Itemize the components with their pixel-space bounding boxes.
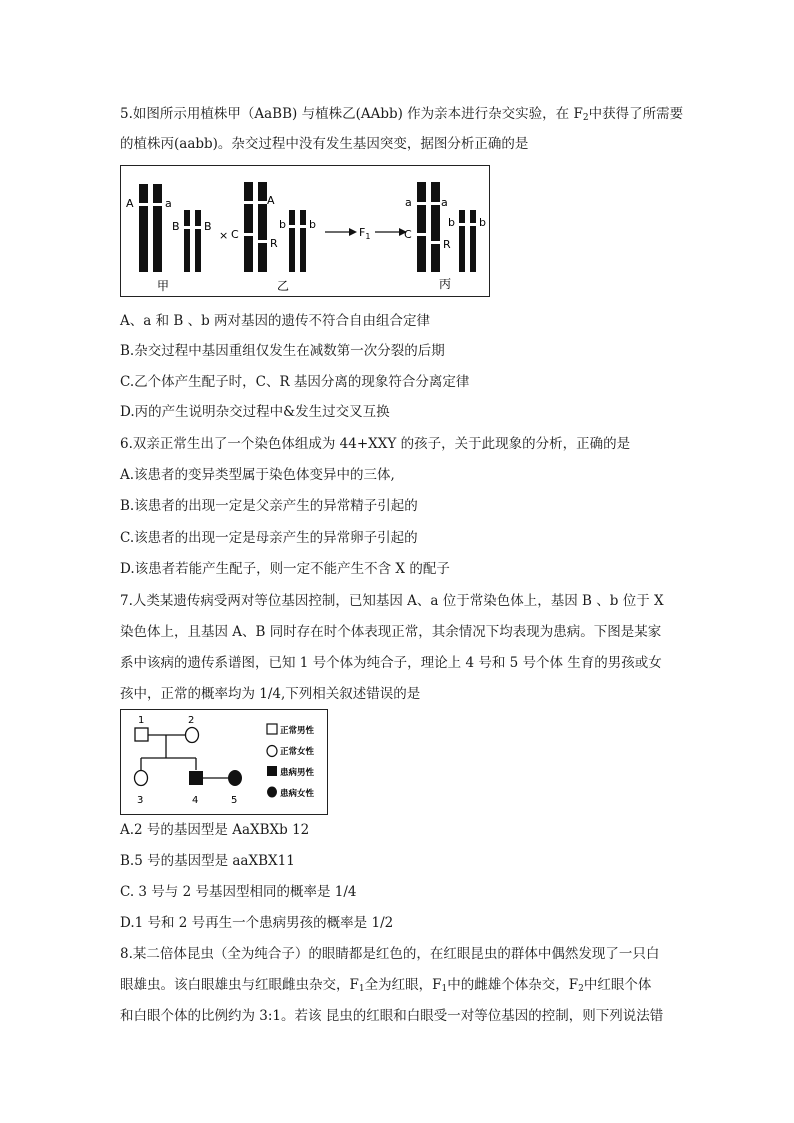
- q5-option-b: B.杂交过程中基因重组仅发生在减数第一次分裂的后期: [120, 343, 445, 359]
- q8-stem-line2: 眼雄虫。该白眼雄虫与红眼雌虫杂交，$F_1$全为红眼，$F_1$中的雌雄个体杂交，$F_2$中红眼个体: [120, 977, 652, 994]
- pedigree-chart: [120, 709, 328, 815]
- chromosome-figure: [120, 165, 490, 297]
- legend-normal-female-icon: [267, 746, 277, 757]
- individual-1-normal-male: [135, 728, 148, 741]
- pedigree-number-2: 2: [188, 715, 195, 726]
- legend-affected-male: 患病男性: [280, 768, 315, 778]
- legend-normal-male-icon: [267, 724, 277, 734]
- individual-5-affected-female: [228, 770, 242, 786]
- pedigree-number-3: 3: [137, 795, 144, 806]
- label-C-bing: C: [404, 228, 412, 241]
- q5-option-d: D.丙的产生说明杂交过程中&发生过交叉互换: [120, 404, 390, 420]
- q7-stem-line2: 染色体上，且基因 A、B 同时存在时个体表现正常，其余情况下均表现为患病。下图是某家: [120, 624, 662, 640]
- label-R-bing: R: [443, 238, 451, 251]
- q6-option-d: D.该患者若能产生配子，则一定不能产生不含 X 的配子: [120, 561, 450, 577]
- q7-option-d: D.1 号和 2 号再生一个患病男孩的概率是 1/2: [120, 915, 394, 931]
- q7-option-a: A.2 号的基因型是 AaXBXb 12: [120, 822, 310, 838]
- pedigree-number-1: 1: [138, 715, 145, 726]
- label-b-yi-right: b: [309, 218, 316, 231]
- q8-stem-line3: 和白眼个体的比例约为 3:1。若该 昆虫的红眼和白眼受一对等位基因的控制，则下列说法错: [120, 1008, 664, 1024]
- label-b-bing-right: b: [479, 216, 486, 229]
- q7-stem-line3: 系中该病的遗传系谱图，已知 1 号个体为纯合子，理论上 4 号和 5 号个体 生育的男孩或女: [120, 655, 662, 671]
- plant-yi-chromosomes: [242, 182, 308, 272]
- legend-affected-female-icon: [267, 787, 277, 798]
- q6-option-a: A.该患者的变异类型属于染色体变异中的三体,: [120, 467, 395, 483]
- legend-affected-female: 患病女性: [280, 789, 315, 799]
- pedigree-number-5: 5: [231, 795, 238, 806]
- label-b-bing-left: b: [448, 216, 455, 229]
- q7-option-b: B.5 号的基因型是 aaXBX11: [120, 853, 295, 869]
- times-sign: ×: [219, 229, 229, 242]
- label-a-jia: a: [165, 197, 172, 210]
- q6-option-b: B.该患者的出现一定是父亲产生的异常精子引起的: [120, 498, 418, 514]
- label-C-yi: C: [231, 228, 239, 241]
- pedigree-number-4: 4: [192, 795, 199, 806]
- label-a-bing-right: a: [441, 196, 448, 209]
- q5-stem-line1: 5.如图所示用植株甲（AaBB) 与植株乙(AAbb) 作为亲本进行杂交实验，在 $F_2$中获得了所需要: [120, 106, 684, 123]
- q7-stem-line1: 7.人类某遗传病受两对等位基因控制，已知基因 A、a 位于常染色体上，基因 B 、b 位于 X: [120, 593, 664, 609]
- q5-stem-line2: 的植株丙(aabb)。杂交过程中没有发生基因突变，据图分析正确的是: [120, 136, 529, 152]
- label-R-yi: R: [270, 237, 278, 250]
- individual-4-affected-male: [189, 771, 203, 785]
- q5-option-a: A、a 和 B 、b 两对基因的遗传不符合自由组合定律: [120, 313, 431, 329]
- q5-option-c: C.乙个体产生配子时，C、R 基因分离的现象符合分离定律: [120, 374, 470, 390]
- label-F1: $F_1$: [359, 226, 371, 241]
- plant-label-jia: 甲: [157, 279, 170, 293]
- individual-2-normal-female: [186, 728, 199, 743]
- legend-normal-female: 正常女性: [280, 747, 315, 757]
- label-b-yi-left: b: [279, 218, 286, 231]
- label-B-right: B: [204, 220, 212, 233]
- q7-option-c: C. 3 号与 2 号基因型相同的概率是 1/4: [120, 884, 357, 900]
- q8-stem-line1: 8.某二倍体昆虫（全为纯合子）的眼睛都是红色的，在红眼昆虫的群体中偶然发现了一只白: [120, 946, 660, 962]
- label-a-bing-left: a: [405, 196, 412, 209]
- q6-stem: 6.双亲正常生出了一个染色体组成为 44+XXY 的孩子，关于此现象的分析，正确的是: [120, 436, 631, 452]
- label-B-left: B: [172, 220, 180, 233]
- individual-3-normal-female: [135, 771, 148, 786]
- legend-normal-male: 正常男性: [280, 726, 315, 736]
- q7-stem-line4: 孩中，正常的概率均为 1/4,下列相关叙述错误的是: [120, 686, 421, 702]
- label-A-yi: A: [267, 194, 275, 207]
- plant-label-yi: 乙: [277, 279, 290, 293]
- label-A-jia: A: [126, 197, 134, 210]
- q6-option-c: C.该患者的出现一定是母亲产生的异常卵子引起的: [120, 530, 418, 546]
- legend-affected-male-icon: [267, 766, 277, 776]
- plant-label-bing: 丙: [439, 277, 452, 291]
